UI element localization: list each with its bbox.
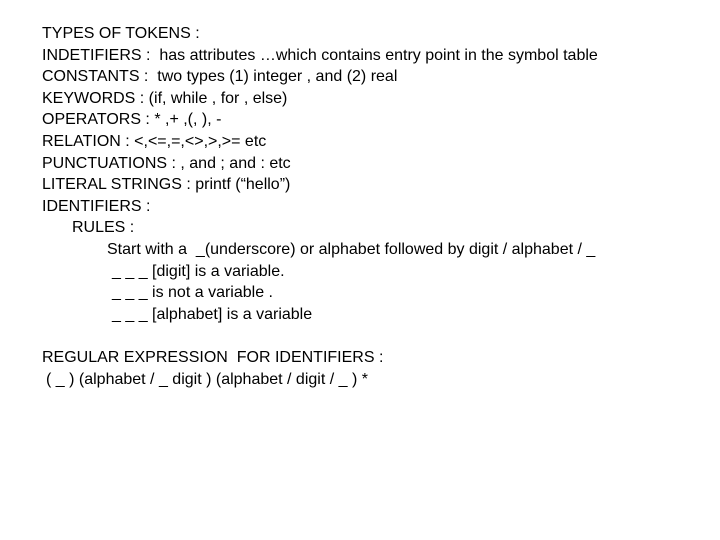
operators-line: OPERATORS : * ,+ ,(, ), -: [42, 111, 222, 129]
keywords-line: KEYWORDS : (if, while , for , else): [42, 89, 288, 107]
types-of-tokens-heading: TYPES OF TOKENS :: [42, 25, 200, 42]
punctuations-line: PUNCTUATIONS : , and ; and : etc: [42, 154, 291, 172]
identifiers-heading: IDENTIFIERS :: [42, 197, 151, 215]
regular-expression-heading: REGULAR EXPRESSION FOR IDENTIFIERS :: [42, 348, 384, 366]
literal-strings-line: LITERAL STRINGS : printf (“hello”): [42, 176, 291, 194]
constants-line: CONSTANTS : two types (1) integer , and (2) real: [42, 68, 398, 86]
rule-start-line: Start with a _(underscore) or alphabet followed by digit / alphabet / _: [107, 240, 596, 258]
slide-text-body: [42, 23, 712, 390]
rule-alphabet-line: _ _ _ [alphabet] is a variable: [112, 305, 313, 323]
rule-digit-line: _ _ _ [digit] is a variable.: [112, 262, 285, 280]
rule-not-variable-line: _ _ _ is not a variable .: [112, 284, 273, 302]
regular-expression-line: ( _ ) (alphabet / _ digit ) (alphabet / digit / _ ) *: [46, 370, 368, 388]
rules-heading: RULES :: [72, 219, 135, 237]
relation-line: RELATION : <,<=,=,<>,>,>= etc: [42, 132, 267, 150]
identifiers-definition-line: INDETIFIERS : has attributes …which contains entry point in the symbol table: [42, 46, 598, 64]
blank-line-spacer: [42, 325, 712, 347]
